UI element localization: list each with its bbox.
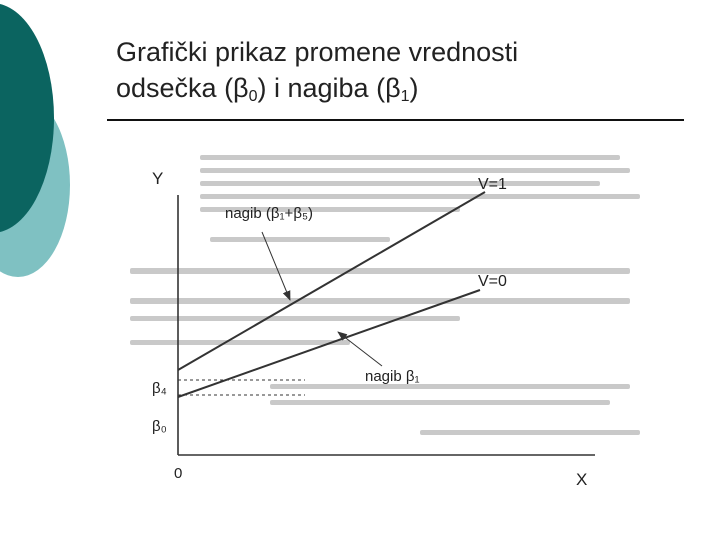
title-text-b: ) i nagiba (β xyxy=(257,73,401,103)
arrow-slope-upper xyxy=(262,232,290,300)
title-subscript-1: 1 xyxy=(400,88,410,105)
x-axis-label: X xyxy=(576,470,588,489)
ghost-text-row xyxy=(210,237,390,242)
ghost-text-row xyxy=(200,194,640,199)
intercept-lower-label: β₀ xyxy=(152,418,167,435)
annotation-slope-upper: nagib (β₁+β₅) xyxy=(225,205,313,222)
ghost-text-row xyxy=(270,384,630,389)
arrow-slope-lower xyxy=(338,332,382,366)
y-axis-label: Y xyxy=(152,169,164,188)
ghost-text-row xyxy=(130,340,350,345)
line-v1-label: V=1 xyxy=(478,176,507,193)
title-text-a: odsečka (β xyxy=(116,73,249,103)
background-scan-text xyxy=(130,155,640,435)
line-v0-label: V=0 xyxy=(478,273,507,290)
annotation-slope-lower: nagib β₁ xyxy=(365,368,420,385)
ghost-text-row xyxy=(200,168,630,173)
ghost-text-row xyxy=(130,268,630,274)
ghost-text-row xyxy=(270,400,610,405)
title-line-1: Grafički prikaz promene vrednosti xyxy=(116,37,519,67)
ghost-text-row xyxy=(130,298,630,304)
ghost-text-row xyxy=(130,316,460,321)
origin-label: 0 xyxy=(174,465,183,482)
ghost-text-row xyxy=(200,181,600,186)
title-text-c: ) xyxy=(409,73,419,103)
title-subscript-0: 0 xyxy=(248,88,258,105)
ghost-text-row xyxy=(200,155,620,160)
ghost-text-row xyxy=(420,430,640,435)
intercept-upper-label: β₄ xyxy=(152,380,167,397)
